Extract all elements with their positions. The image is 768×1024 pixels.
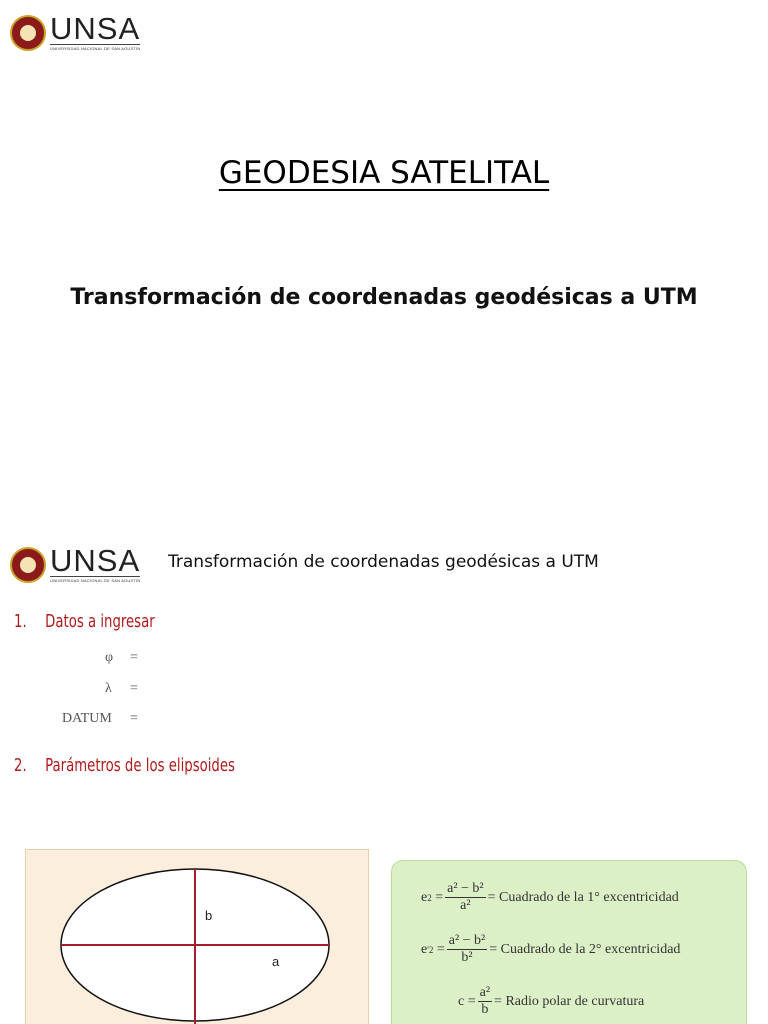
unsa-logo <box>10 543 141 583</box>
main-title: GEODESIA SATELITAL <box>218 155 550 191</box>
slide-header: Transformación de coordenadas geodésicas a UTM <box>168 552 599 572</box>
input-datum-equals: = <box>130 711 138 726</box>
logo-subtitle: UNIVERSIDAD NACIONAL DE SAN AGUSTÍN <box>50 46 141 51</box>
input-datum-label: DATUM <box>62 711 112 726</box>
formula-polar-radius: c = $\frac{\text{a²}}{b}$ = Radio polar de curvatura <box>458 985 645 1017</box>
input-lambda-label: λ <box>105 681 112 696</box>
input-phi-equals: = <box>130 650 138 665</box>
formula-panel <box>391 860 747 1024</box>
label-b: b <box>205 908 213 923</box>
logo-name: UNSA <box>50 543 141 578</box>
section-1-heading: 1. Datos a ingresar <box>14 611 155 632</box>
label-a: a <box>272 954 280 969</box>
unsa-logo <box>10 11 141 51</box>
section-2-heading: 2. Parámetros de los elipsoides <box>14 755 235 776</box>
input-phi-label: φ <box>105 650 114 665</box>
main-subtitle: Transformación de coordenadas geodésicas a UTM <box>70 285 698 310</box>
university-seal-icon <box>10 15 46 51</box>
ellipse-diagram <box>25 849 369 1024</box>
ellipse-svg <box>26 850 370 1024</box>
formula-first-eccentricity: e 2 = $\frac{\text{a² − b²}}{\text{a²}}$ = Cuadrado de la 1° excentricidad <box>421 881 679 913</box>
input-lambda-equals: = <box>130 681 138 696</box>
logo-subtitle: UNIVERSIDAD NACIONAL DE SAN AGUSTÍN <box>50 578 141 583</box>
content-slide <box>0 512 768 1024</box>
university-seal-icon <box>10 547 46 583</box>
logo-name: UNSA <box>50 11 141 46</box>
formula-second-eccentricity: e '2 = $\frac{\text{a² − b²}}{\text{b²}}$ = Cuadrado de la 2° excentricidad <box>421 933 681 965</box>
